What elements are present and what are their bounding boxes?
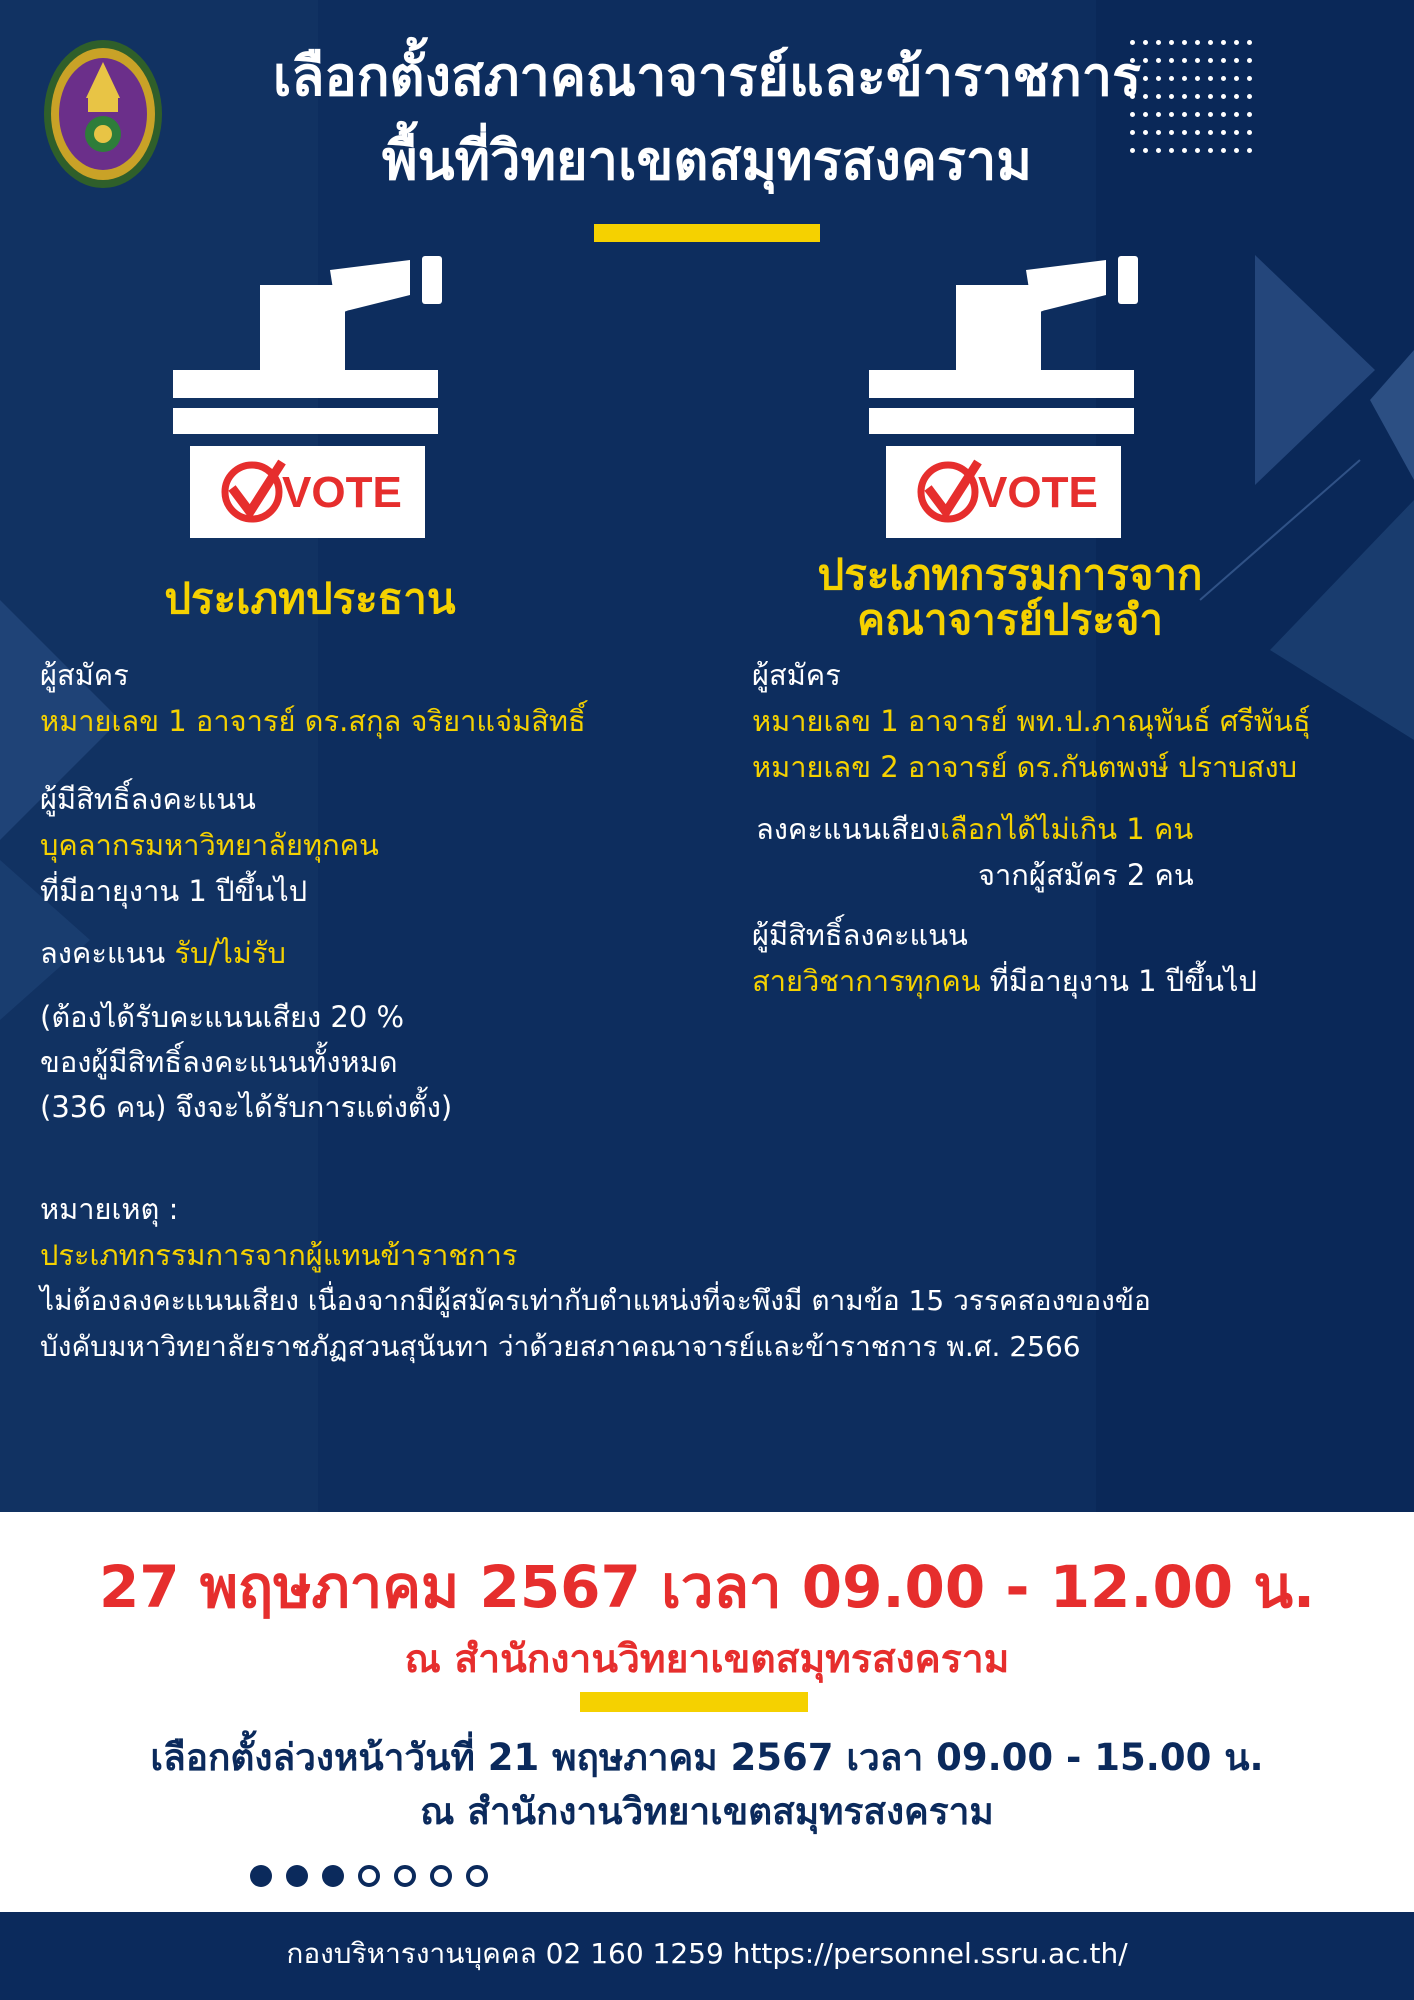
decorative-dot	[1182, 40, 1187, 45]
decorative-dot	[1169, 112, 1174, 117]
decorative-dot	[1156, 112, 1161, 117]
decorative-dot	[1156, 40, 1161, 45]
left-vote-options: รับ/ไม่รับ	[174, 936, 286, 970]
right-voters-line	[752, 964, 1257, 999]
election-location: ณ สำนักงานวิทยาเขตสมุทรสงคราม	[404, 1637, 1010, 1682]
page-dot-inactive	[394, 1865, 416, 1887]
right-applicant-1: หมายเลข 1 อาจารย์ พท.ป.ภาณุพันธ์ ศรีพันธุ์	[752, 704, 1311, 738]
remark-line1: ไม่ต้องลงคะแนนเสียง เนื่องจากมีผู้สมัครเท่ากับตำแหน่งที่จะพึงมี ตามข้อ 15 วรรคสองของข้อ	[40, 1284, 1151, 1317]
remark-category: ประเภทกรรมการจากผู้แทนข้าราชการ	[40, 1238, 518, 1272]
category-title-line1: ประเภทกรรมการจาก	[817, 550, 1203, 599]
right-applicant-2: หมายเลข 2 อาจารย์ ดร.กันตพงษ์ ปราบสงบ	[752, 750, 1298, 784]
election-underline-bar	[580, 1692, 808, 1712]
decorative-dot	[1247, 148, 1252, 153]
left-voters-condition: ที่มีอายุงาน 1 ปีขึ้นไป	[40, 874, 308, 908]
left-voters-heading: ผู้มีสิทธิ์ลงคะแนน	[40, 782, 256, 816]
left-vote-prefix: ลงคะแนน	[40, 936, 175, 970]
page-dot-active	[250, 1865, 272, 1887]
decorative-dot	[1247, 94, 1252, 99]
page-dot-inactive	[466, 1865, 488, 1887]
right-vote-limit: เลือกได้ไม่เกิน 1 คน	[940, 812, 1194, 846]
category-title-line2: คณาจารย์ประจำ	[857, 595, 1163, 645]
page-title-line2: พื้นที่วิทยาเขตสมุทรสงคราม	[382, 129, 1032, 192]
decorative-dot	[1143, 112, 1148, 117]
right-voters-condition: ที่มีอายุงาน 1 ปีขึ้นไป	[980, 964, 1257, 998]
ballot-box-icon-left	[170, 250, 470, 550]
right-voters-heading: ผู้มีสิทธิ์ลงคะแนน	[752, 918, 968, 952]
vote-label-left: VOTE	[282, 468, 402, 517]
right-vote-rule	[756, 812, 1193, 847]
remark-line2: บังคับมหาวิทยาลัยราชภัฏสวนสุนันทา ว่าด้วยสภาคณาจารย์และข้าราชการ พ.ศ. 2566	[40, 1330, 1081, 1363]
page-indicator	[250, 1865, 488, 1887]
decorative-dot	[1234, 112, 1239, 117]
election-date-time: 27 พฤษภาคม 2567 เวลา 09.00 - 12.00 น.	[98, 1553, 1316, 1621]
page-dot-inactive	[430, 1865, 452, 1887]
decorative-dot	[1221, 40, 1226, 45]
decorative-dot	[1208, 40, 1213, 45]
right-applicant-heading: ผู้สมัคร	[752, 658, 841, 692]
page-dot-inactive	[358, 1865, 380, 1887]
decorative-dot	[1221, 112, 1226, 117]
right-voters-group: สายวิชาการทุกคน	[752, 964, 981, 998]
decorative-dot	[1234, 40, 1239, 45]
right-vote-from: จากผู้สมัคร 2 คน	[978, 858, 1194, 892]
decorative-dot	[1247, 112, 1252, 117]
decorative-dot	[1208, 112, 1213, 117]
decorative-dot	[1169, 40, 1174, 45]
right-vote-prefix: ลงคะแนนเสียง	[756, 812, 941, 846]
page-dot-active	[286, 1865, 308, 1887]
page-dot-active	[322, 1865, 344, 1887]
left-note-line3: (336 คน) จึงจะได้รับการแต่งตั้ง)	[40, 1090, 453, 1124]
decorative-dot	[1247, 76, 1252, 81]
left-applicant-1: หมายเลข 1 อาจารย์ ดร.สกุล จริยาแจ่มสิทธิ์	[40, 704, 586, 738]
title-underline-bar	[594, 224, 820, 242]
decorative-triangles-right	[1160, 180, 1414, 740]
page-title-line1: เลือกตั้งสภาคณาจารย์และข้าราชการ	[272, 45, 1142, 108]
decorative-dot	[1247, 40, 1252, 45]
remark-heading: หมายเหตุ :	[40, 1192, 179, 1226]
decorative-dot	[1195, 112, 1200, 117]
advance-voting-line2: ณ สำนักงานวิทยาเขตสมุทรสงคราม	[420, 1790, 994, 1833]
decorative-dot	[1247, 130, 1252, 135]
left-note-line1: (ต้องได้รับคะแนนเสียง 20 %	[40, 1000, 405, 1034]
left-voters-group: บุคลากรมหาวิทยาลัยทุกคน	[40, 828, 379, 862]
left-note-line2: ของผู้มีสิทธิ์ลงคะแนนทั้งหมด	[40, 1045, 398, 1079]
decorative-dot	[1143, 40, 1148, 45]
decorative-dot	[1130, 112, 1135, 117]
university-seal-logo	[42, 38, 164, 190]
decorative-dot	[1247, 58, 1252, 63]
category-title-chairman: ประเภทประธาน	[164, 574, 456, 623]
ballot-box-icon-right	[866, 250, 1166, 550]
decorative-dot	[1195, 40, 1200, 45]
footer-contact: กองบริหารงานบุคคล 02 160 1259 https://personnel.ssru.ac.th/	[286, 1937, 1128, 1970]
left-applicant-heading: ผู้สมัคร	[40, 658, 129, 692]
advance-voting-line1: เลือกตั้งล่วงหน้าวันที่ 21 พฤษภาคม 2567 เวลา 09.00 - 15.00 น.	[150, 1736, 1264, 1779]
category-title-faculty-committee	[740, 552, 1280, 643]
vote-label-right: VOTE	[978, 468, 1098, 517]
decorative-dot	[1182, 112, 1187, 117]
left-vote-method	[40, 936, 286, 971]
